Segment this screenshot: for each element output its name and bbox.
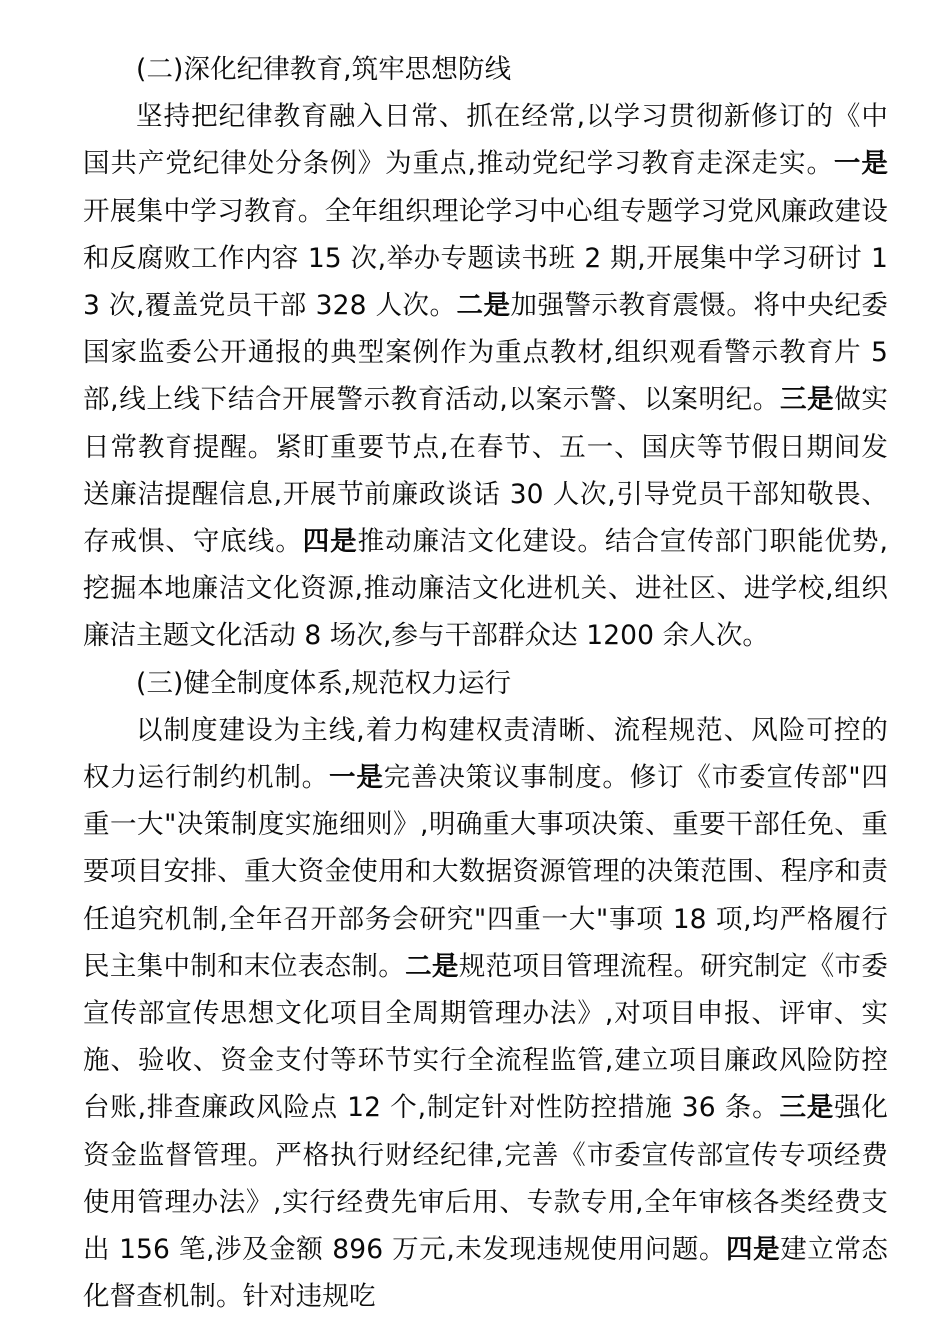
text-run: 强化资金监督管理。严格执行财经纪律,完善《市委宣传部宣传专项经费使用管理办法》,实行经费先审后用、专款专用,全年审核各类经费支出 156 笔,涉及金额 896 万元,未发现违规使用问题。: [83, 1092, 888, 1266]
text-run: 以制度建设为主线,着力构建权责清晰、流程规范、风险可控的权力运行制约机制。: [83, 714, 888, 794]
section-heading-2: (二)深化纪律教育,筑牢思想防线: [136, 54, 512, 85]
emphasis-marker: 四是: [726, 1234, 781, 1266]
text-run: 推动廉洁文化建设。结合宣传部门职能优势,挖掘本地廉洁文化资源,推动廉洁文化进机关、进社区、进学校,组织廉洁主题文化活动 8 场次,参与干部群众达 1200 余人次。: [83, 526, 888, 652]
section-heading-3: (三)健全制度体系,规范权力运行: [136, 667, 512, 699]
emphasis-marker: 三是: [779, 384, 835, 416]
emphasis-marker: 四是: [302, 526, 358, 558]
section-body-2: [83, 93, 888, 659]
text-run: 加强警示教育震慑。将中央纪委国家监委公开通报的典型案例作为重点教材,组织观看警示教育片 5 部,线上线下结合开展警示教育活动,以案示警、以案明纪。: [83, 290, 889, 416]
text-run: 开展集中学习教育。全年组织理论学习中心组专题学习党风廉政建设和反腐败工作内容 15 次,举办专题读书班 2 期,开展集中学习研讨 13 次,覆盖党员干部 328 人次。: [83, 195, 888, 322]
document-text-column: [83, 46, 888, 1320]
emphasis-marker: 一是: [833, 148, 888, 180]
text-run: 完善决策议事制度。修订《市委宣传部"四重一大"决策制度实施细则》,明确重大事项决策、重要干部任免、重要项目安排、重大资金使用和大数据资源管理的决策范围、程序和责任追究机制,全年召开部务会研究"四重一大"事项 18 项,均严格履行民主集中制和末位表态制。: [83, 762, 888, 982]
text-run: 建立常态化督查机制。针对违规吃: [83, 1234, 889, 1313]
text-run: 规范项目管理流程。研究制定《市委宣传部宣传思想文化项目全周期管理办法》,对项目申报、评审、实施、验收、资金支付等环节实行全流程监管,建立项目廉政风险防控台账,排查廉政风险点 12 个,制定针对性防控措施 36 条。: [83, 950, 888, 1124]
emphasis-marker: 三是: [779, 1092, 835, 1124]
emphasis-marker: 二是: [456, 290, 511, 322]
emphasis-marker: 一是: [329, 762, 384, 794]
text-run: 做实日常教育提醒。紧盯重要节点,在春节、五一、国庆等节假日期间发送廉洁提醒信息,开展节前廉政谈话 30 人次,引导党员干部知敬畏、存戒惧、守底线。: [83, 384, 889, 558]
emphasis-marker: 二是: [405, 950, 459, 982]
section-body-3: [83, 707, 888, 1321]
text-run: 坚持把纪律教育融入日常、抓在经常,以学习贯彻新修订的《中国共产党纪律处分条例》为重点,推动党纪学习教育走深走实。: [83, 101, 888, 180]
